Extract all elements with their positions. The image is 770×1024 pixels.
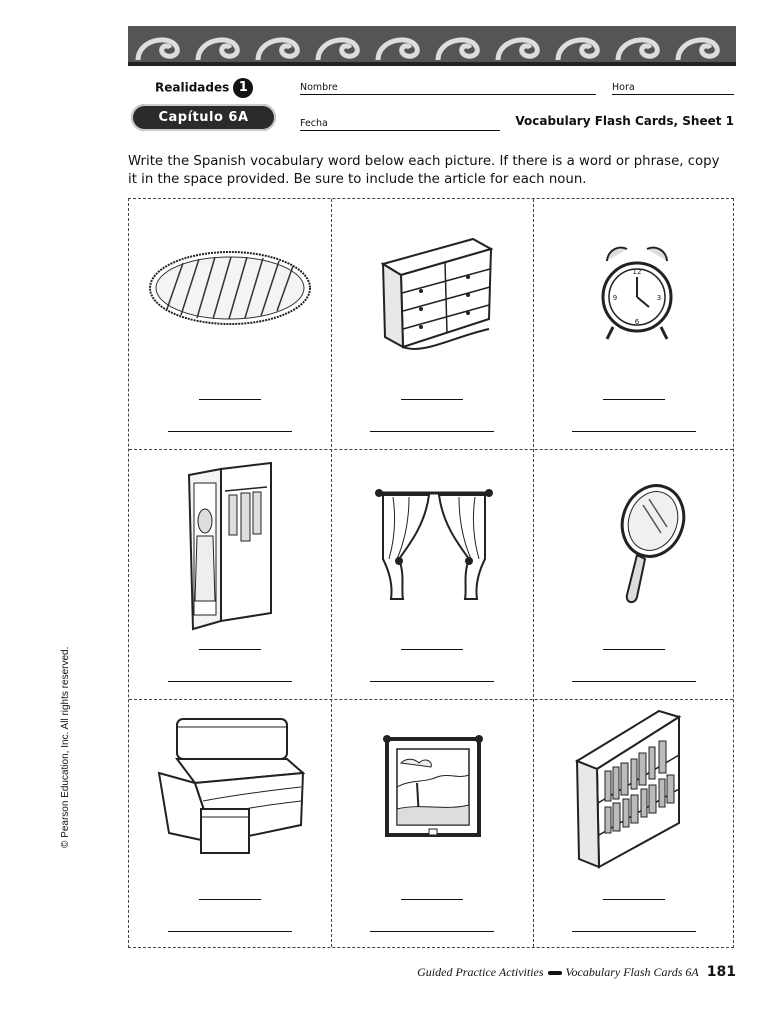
svg-text:12: 12 xyxy=(632,268,642,276)
phrase-line[interactable] xyxy=(572,931,696,932)
flash-card xyxy=(129,199,331,449)
dresser-icon xyxy=(373,219,497,359)
framed-painting-icon xyxy=(381,733,485,843)
svg-text:3: 3 xyxy=(656,294,662,302)
footer-left-text: Guided Practice Activities xyxy=(417,965,544,979)
word-line[interactable] xyxy=(401,899,463,900)
word-line[interactable] xyxy=(401,649,463,650)
flash-card xyxy=(331,199,533,449)
phrase-line[interactable] xyxy=(168,681,292,682)
phrase-line[interactable] xyxy=(370,431,494,432)
flash-card xyxy=(129,699,331,949)
svg-text:9: 9 xyxy=(612,294,618,302)
bookshelf-icon xyxy=(573,707,685,869)
name-label: Nombre xyxy=(300,82,338,93)
word-line[interactable] xyxy=(603,649,665,650)
hand-mirror-icon xyxy=(605,483,687,607)
flash-card xyxy=(331,699,533,949)
date-field[interactable] xyxy=(300,130,500,131)
phrase-line[interactable] xyxy=(572,431,696,432)
flash-card xyxy=(533,699,735,949)
word-line[interactable] xyxy=(603,899,665,900)
flash-card xyxy=(533,199,735,449)
flash-card xyxy=(331,449,533,699)
word-line[interactable] xyxy=(199,899,261,900)
word-line[interactable] xyxy=(199,399,261,400)
footer-right-text: Vocabulary Flash Cards 6A xyxy=(565,965,699,979)
phrase-line[interactable] xyxy=(168,431,292,432)
closet-icon xyxy=(185,461,275,631)
series-number-badge: 1 xyxy=(233,78,253,98)
name-field[interactable] xyxy=(300,94,596,95)
phrase-line[interactable] xyxy=(370,931,494,932)
wave-banner xyxy=(128,26,736,66)
instructions: Write the Spanish vocabulary word below each picture. If there is a word or phrase, copy it in the space provided. Be sure to include the article for each noun. xyxy=(128,154,720,187)
date-label: Fecha xyxy=(300,118,328,129)
curtains-icon xyxy=(375,485,493,605)
alarm-clock-icon xyxy=(597,241,677,345)
phrase-line[interactable] xyxy=(370,681,494,682)
footer-separator xyxy=(548,971,562,975)
flash-card xyxy=(533,449,735,699)
copyright-notice: © Pearson Education, Inc. All rights reserved. xyxy=(60,646,71,848)
bed-icon xyxy=(155,713,305,857)
word-line[interactable] xyxy=(199,649,261,650)
hour-field[interactable] xyxy=(612,94,734,95)
flash-card-grid xyxy=(128,198,734,948)
word-line[interactable] xyxy=(401,399,463,400)
chapter-badge: Capítulo 6A xyxy=(131,104,276,131)
rug-icon xyxy=(147,247,313,329)
phrase-line[interactable] xyxy=(168,931,292,932)
series-title xyxy=(155,78,253,98)
hour-label: Hora xyxy=(612,82,635,93)
flash-card xyxy=(129,449,331,699)
svg-text:6: 6 xyxy=(634,318,640,326)
sheet-title: Vocabulary Flash Cards, Sheet 1 xyxy=(515,114,734,128)
word-line[interactable] xyxy=(603,399,665,400)
page-number: 181 xyxy=(706,964,736,980)
page-footer xyxy=(417,964,736,980)
phrase-line[interactable] xyxy=(572,681,696,682)
series-title-text: Realidades xyxy=(155,80,230,95)
